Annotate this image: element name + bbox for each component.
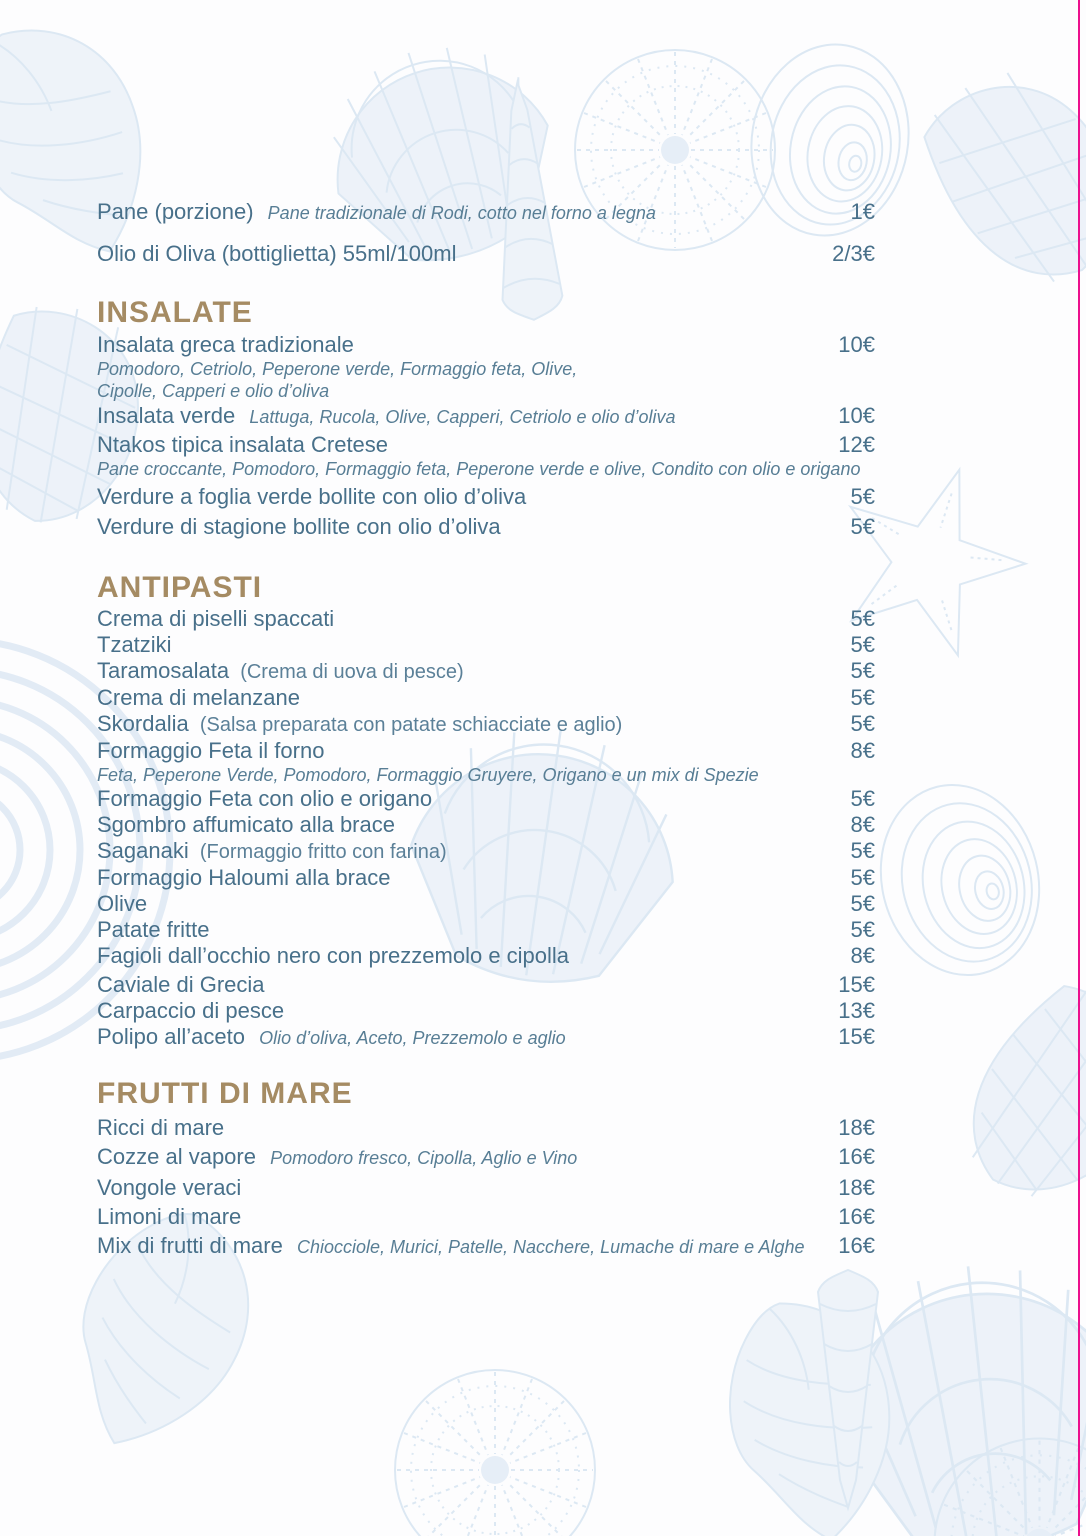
item-name: Formaggio Feta con olio e origano [97,786,433,811]
item-price: 16€ [838,1144,875,1169]
menu-item [97,1024,875,1051]
item-description-inline: Lattuga, Rucola, Olive, Capperi, Cetriolo e olio d’oliva [249,407,676,427]
menu-item [97,685,875,711]
menu-item [97,998,875,1024]
item-price: 2/3€ [832,241,875,266]
item-price: 5€ [850,632,875,657]
menu-item [97,812,875,838]
menu-item [97,240,875,267]
item-name: Insalata verde [97,403,236,428]
item-price: 16€ [838,1233,875,1258]
item-price: 5€ [850,891,875,916]
menu-item [97,658,875,685]
section-title: ANTIPASTI [97,571,263,604]
section-antipasti [97,570,875,1051]
item-name: Verdure di stagione bollite con olio d’oliva [97,514,501,539]
ring-shell-icon [861,768,1059,992]
item-name: Insalata greca tradizionale [97,332,354,357]
menu-item [97,917,875,943]
item-name: Crema di melanzane [97,685,300,710]
menu-page [97,198,875,1261]
section-insalate [97,295,875,540]
lattice-shell-icon [933,964,1086,1229]
item-name: Patate fritte [97,917,210,942]
item-price: 1€ [850,199,875,224]
item-description-paren: (Salsa preparata con patate schiacciate e aglio) [199,714,623,736]
item-name: Caviale di Grecia [97,972,265,997]
item-price: 18€ [838,1115,875,1140]
sea-urchin-icon [395,1370,595,1536]
item-name: Carpaccio di pesce [97,998,285,1023]
item-description-inline: Chiocciole, Murici, Patelle, Nacchere, Lumache di mare e Alghe [296,1237,805,1257]
item-price: 5€ [850,606,875,631]
item-name: Tzatziki [97,632,172,657]
menu-item [97,606,875,632]
item-price: 16€ [838,1204,875,1229]
menu-item [97,786,875,812]
item-description-inline: Pomodoro fresco, Cipolla, Aglio e Vino [270,1148,578,1168]
item-name: Limoni di mare [97,1204,242,1229]
item-description: Feta, Peperone Verde, Pomodoro, Formaggio Gruyere, Origano e un mix di Spezie [97,765,759,785]
item-price: 13€ [838,998,875,1023]
menu-item [97,838,875,865]
item-price: 8€ [850,943,875,968]
item-price: 5€ [850,685,875,710]
item-description: Pane croccante, Pomodoro, Formaggio feta, Peperone verde e olive, Condito con olio e origano [97,459,861,479]
item-name: Olio di Oliva (bottiglietta) 55ml/100ml [97,241,457,266]
menu-item [97,331,875,358]
item-price: 5€ [850,865,875,890]
menu-item [97,483,875,510]
item-name: Vongole veraci [97,1175,242,1200]
item-description: Pomodoro, Cetriolo, Peperone verde, Formaggio feta, Olive, Cipolle, Capperi e olio d’oliva [97,359,578,401]
section-frutti-di-mare [97,1076,875,1261]
menu-item [97,972,875,998]
menu-item [97,1143,875,1172]
item-name: Formaggio Feta il forno [97,738,325,763]
item-name: Pane (porzione) [97,199,254,224]
section-title: FRUTTI DI MARE [97,1077,353,1110]
conch-shell-icon [712,1288,910,1536]
menu-item [97,1232,875,1261]
section-title: INSALATE [97,296,253,329]
menu-item [97,1203,875,1230]
menu-item [97,1174,875,1201]
item-name: Skordalia [97,711,189,736]
print-bleed-line [1078,0,1080,1536]
item-description-inline: Pane tradizionale di Rodi, cotto nel forno a legna [267,203,656,223]
item-name: Sgombro affumicato alla brace [97,812,395,837]
item-price: 5€ [850,917,875,942]
menu-item [97,865,875,891]
menu-item [97,198,875,227]
item-description-inline: Olio d’oliva, Aceto, Prezzemolo e aglio [259,1028,566,1048]
item-name: Ntakos tipica insalata Cretese [97,432,389,457]
item-description-paren: (Formaggio fritto con farina) [199,841,447,863]
menu-item [97,632,875,658]
item-name: Ricci di mare [97,1115,225,1140]
menu-item [97,711,875,738]
menu-item [97,943,875,969]
item-price: 10€ [838,403,875,428]
item-name: Verdure a foglia verde bollite con olio d’oliva [97,484,527,509]
item-name: Taramosalata [97,658,230,683]
menu-item [97,1114,875,1141]
item-price: 5€ [850,711,875,736]
item-price: 10€ [838,332,875,357]
item-price: 5€ [850,514,875,539]
item-name: Polipo all’aceto [97,1024,245,1049]
menu-item [97,431,875,458]
item-name: Olive [97,891,148,916]
item-price: 8€ [850,738,875,763]
item-name: Fagioli dall’occhio nero con prezzemolo e cipolla [97,943,570,968]
menu-item [97,402,875,431]
item-price: 5€ [850,838,875,863]
item-price: 18€ [838,1175,875,1200]
item-price: 5€ [850,786,875,811]
item-name: Crema di piselli spaccati [97,606,335,631]
item-name: Mix di frutti di mare [97,1233,283,1258]
menu-item [97,513,875,540]
item-name: Cozze al vapore [97,1144,256,1169]
item-name: Saganaki [97,838,189,863]
lattice-shell-icon [906,45,1086,309]
menu-item [97,891,875,917]
item-price: 12€ [838,432,875,457]
item-price: 5€ [850,658,875,683]
menu-item [97,738,875,764]
item-price: 15€ [838,1024,875,1049]
item-price: 8€ [850,812,875,837]
item-name: Formaggio Haloumi alla brace [97,865,391,890]
item-description-paren: (Crema di uova di pesce) [240,661,464,683]
item-price: 5€ [850,484,875,509]
item-price: 15€ [838,972,875,997]
